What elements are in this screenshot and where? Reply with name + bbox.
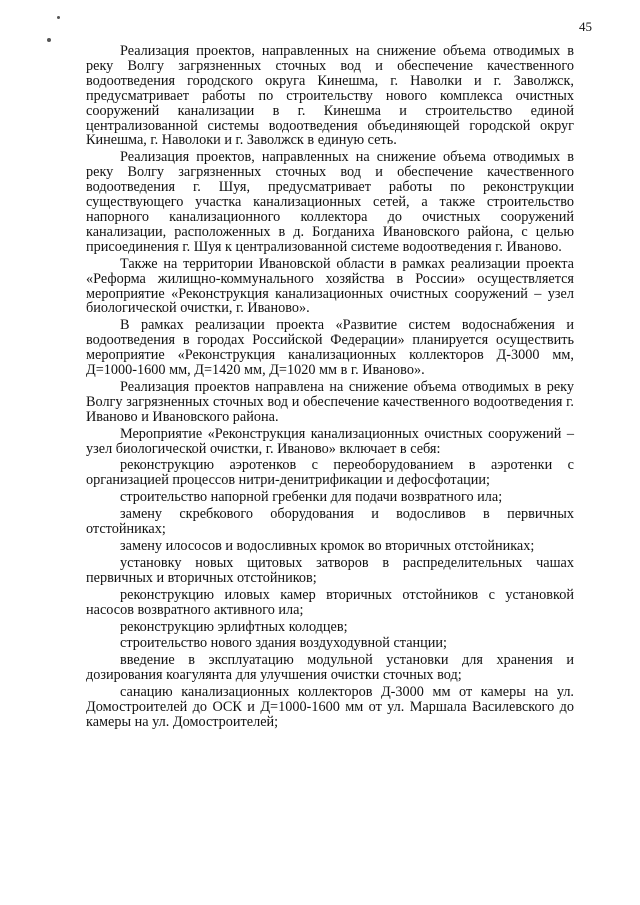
list-item-collector-sanitation: санацию канализационных коллекторов Д-3000 мм от камеры на ул. Домостроителей до ОСК и Д=1000-1600 мм от ул. Маршала Василевского до камеры на ул. Домостроителей;	[86, 684, 574, 730]
list-item-airlift-wells: реконструкцию эрлифтных колодцев;	[120, 618, 348, 635]
page-number: 45	[579, 19, 592, 34]
paragraph-kineshma: Реализация проектов, направленных на снижение объема отводимых в реку Волгу загрязненных сточных вод и обеспечение качественного водоотведения городского округа Кинешма, г. Наволки и г. Заволжск, предусматривает работы по строительству нового комплекса очистных сооружений канализации в г. Кинешма и строительство единой централизованной системы водоотведения объединяющей городской округ Кинешма, г. Наволоки и г. Заволжск в единую сеть.	[86, 43, 574, 149]
scan-speck	[47, 38, 51, 42]
paragraph-water-systems-project: В рамках реализации проекта «Развитие систем водоснабжения и водоотведения в городах Российской Федерации» планируется осуществить мероприятие «Реконструкция канализационных коллекторов Д-3000 мм, Д=1000-1600 мм, Д=1420 мм, Д=1020 мм в г. Иваново».	[86, 317, 574, 379]
list-item-secondary-settlers: замену илососов и водосливных кромок во вторичных отстойниках;	[120, 538, 535, 554]
list-item-blower-station: строительство нового здания воздуходувной станции;	[120, 635, 447, 652]
list-item-primary-settlers: замену скребкового оборудования и водосливов в первичных отстойниках;	[86, 506, 574, 538]
document-body	[86, 44, 574, 730]
list-item-gates: установку новых щитовых затворов в распределительных чашах первичных и вторичных отстойников;	[86, 554, 574, 586]
paragraph-measure-intro: Мероприятие «Реконструкция канализационных очистных сооружений – узел биологической очистки, г. Иваново» включает в себя:	[86, 425, 574, 457]
paragraph-shuya: Реализация проектов, направленных на снижение объема отводимых в реку Волгу загрязненных сточных вод и обеспечение качественного водоотведения г. Шуя, предусматривает работы по реконструкции существующего участка канализационных сетей, а также строительство напорного канализационного коллектора до очистных сооружений канализации, расположенных в д. Богданиха Ивановского района, с целью присоединения г. Шуя к централизованной системе водоотведения г. Иваново.	[86, 149, 574, 255]
list-item-coagulant-unit: введение в эксплуатацию модульной установки для хранения и дозирования коагулянта для улучшения очистки сточных вод;	[86, 652, 574, 684]
scan-speck	[57, 16, 60, 19]
list-item-aerotanks: реконструкцию аэротенков с переоборудованием в аэротенки с организацией процессов нитри-денитрификации и дефосфотации;	[86, 457, 574, 489]
list-item-pressure-comb: строительство напорной гребенки для подачи возвратного ила;	[120, 489, 503, 506]
paragraph-project-goal: Реализация проектов направлена на снижение объема отводимых в реку Волгу загрязненных сточных вод и обеспечение качественного водоотведения г. Иваново и Ивановского района.	[86, 378, 574, 425]
list-item-sludge-chambers: реконструкцию иловых камер вторичных отстойников с установкой насосов возвратного активного ила;	[86, 586, 574, 618]
paragraph-reform-project: Также на территории Ивановской области в рамках реализации проекта «Реформа жилищно-коммунального хозяйства в России» осуществляется мероприятие «Реконструкция канализационных очистных сооружений – узел биологической очистки, г. Иваново».	[86, 255, 574, 317]
